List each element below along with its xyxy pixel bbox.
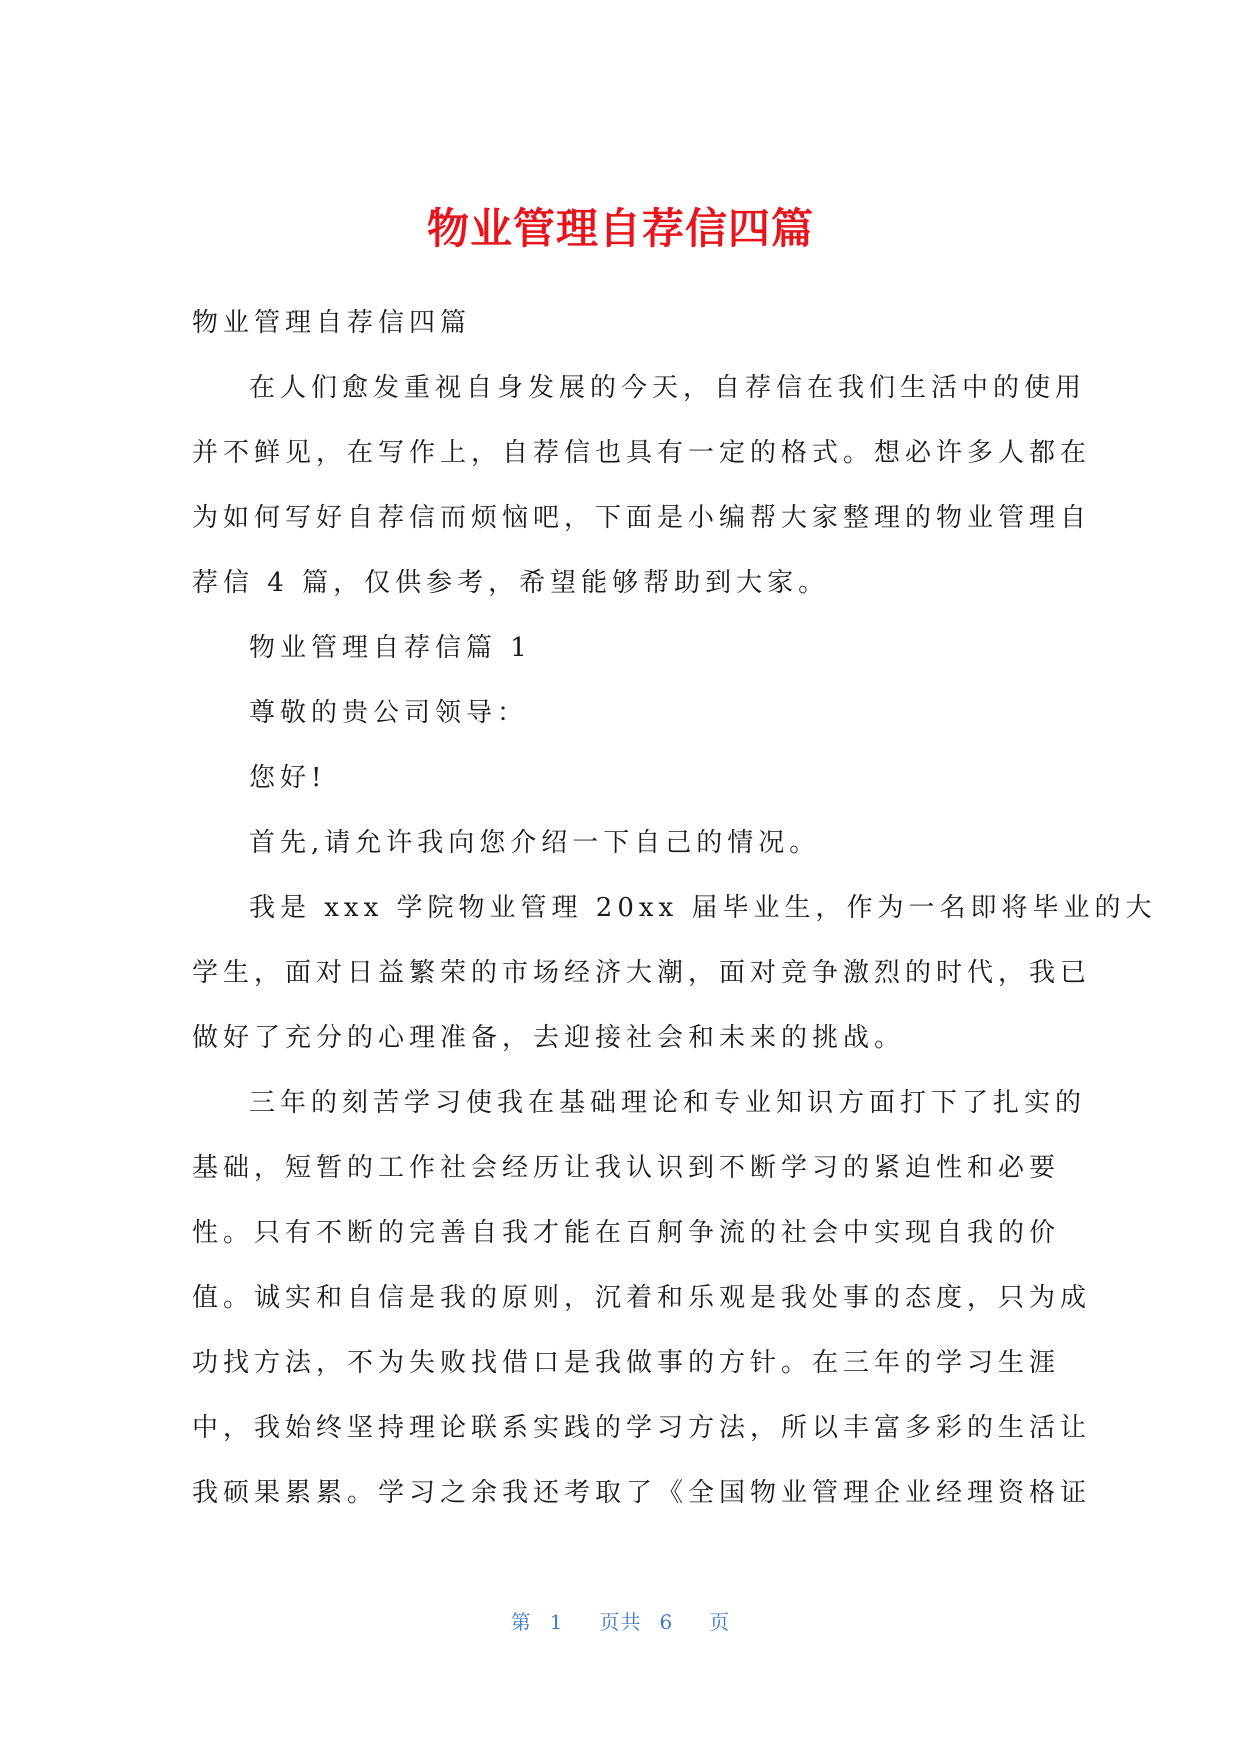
paragraph-line: 学生，面对日益繁荣的市场经济大潮，面对竞争激烈的时代，我已 <box>192 958 1092 988</box>
paragraph-line: 值。诚实和自信是我的原则，沉着和乐观是我处事的态度，只为成 <box>192 1283 1092 1313</box>
paragraph-line: 我硕果累累。学习之余我还考取了《全国物业管理企业经理资格证 <box>192 1478 1092 1508</box>
intro-paragraph <box>192 356 1092 616</box>
paragraph-study <box>192 1071 1092 1526</box>
paragraph-line: 功找方法，不为失败找借口是我做事的方针。在三年的学习生涯 <box>192 1348 1061 1378</box>
document-body <box>192 291 1157 1526</box>
paragraph-background <box>192 876 1157 1071</box>
footer-page-number: 1 <box>549 1610 564 1634</box>
document-title: 物业管理自荐信四篇 <box>426 204 814 253</box>
paragraph-line: 做好了充分的心理准备，去迎接社会和未来的挑战。 <box>192 1023 906 1053</box>
intro-line: 在人们愈发重视自身发展的今天，自荐信在我们生活中的使用 <box>249 373 1087 403</box>
paragraph-line: 我是 xxx 学院物业管理 20xx 届毕业生，作为一名即将毕业的大 <box>249 893 1157 923</box>
document-subtitle: 物业管理自荐信四篇 <box>192 308 472 338</box>
footer-label-post: 页 <box>709 1610 731 1634</box>
paragraph-line: 三年的刻苦学习使我在基础理论和专业知识方面打下了扎实的 <box>249 1088 1087 1118</box>
section-heading: 物业管理自荐信篇 1 <box>249 633 532 663</box>
intro-line: 荐信 4 篇，仅供参考，希望能够帮助到大家。 <box>192 568 830 598</box>
paragraph-line: 性。只有不断的完善自我才能在百舸争流的社会中实现自我的价 <box>192 1218 1061 1248</box>
salutation: 尊敬的贵公司领导： <box>249 698 529 728</box>
opening-sentence: 首先,请允许我向您介绍一下自己的情况。 <box>249 828 821 858</box>
footer-page-total: 6 <box>659 1610 674 1634</box>
footer-label-mid: 页共 <box>599 1610 642 1634</box>
intro-line: 并不鲜见，在写作上，自荐信也具有一定的格式。想必许多人都在 <box>192 438 1092 468</box>
paragraph-line: 基础，短暂的工作社会经历让我认识到不断学习的紧迫性和必要 <box>192 1153 1061 1183</box>
paragraph-line: 中，我始终坚持理论联系实践的学习方法，所以丰富多彩的生活让 <box>192 1413 1092 1443</box>
intro-line: 为如何写好自荐信而烦恼吧，下面是小编帮大家整理的物业管理自 <box>192 503 1092 533</box>
page-footer <box>0 1606 1241 1635</box>
footer-label-pre: 第 <box>510 1610 532 1634</box>
greeting: 您好! <box>249 763 327 793</box>
